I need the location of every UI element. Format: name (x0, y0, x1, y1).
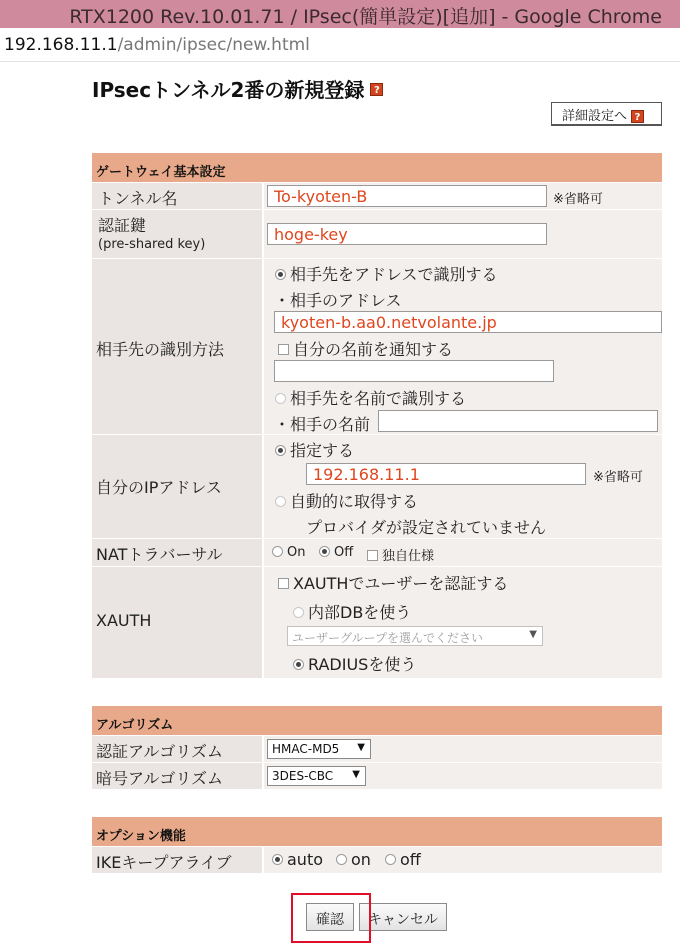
xauth-option[interactable] (278, 571, 508, 594)
label-enc-algo (92, 763, 262, 789)
nat-custom-option[interactable] (367, 545, 434, 564)
ike-on-option[interactable] (336, 850, 371, 869)
confirm-button[interactable]: 確認 (306, 903, 354, 931)
notify-name-label: 自分の名前を通知する (293, 340, 454, 359)
url-path: /admin/ipsec/new.html (117, 35, 310, 55)
nat-off-option[interactable] (319, 545, 353, 560)
section-header-options: オプション機能 (92, 817, 662, 846)
label-xauth (92, 567, 262, 678)
ike-label: IKEキープアライブ (96, 853, 232, 872)
window-titlebar (0, 0, 680, 28)
xauth-radius-option[interactable] (293, 652, 416, 675)
ike-on-label: on (351, 850, 371, 869)
field-xauth (264, 567, 662, 678)
provider-message: プロバイダが設定されていません (306, 518, 547, 537)
own-ip-input[interactable]: 192.168.11.1 (306, 463, 586, 485)
peer-by-name-option[interactable] (275, 386, 466, 409)
peer-by-address-label: 相手先をアドレスで識別する (290, 265, 498, 284)
own-ip-auto-option[interactable] (275, 489, 418, 512)
radio-ike-on[interactable] (336, 854, 347, 865)
section-header-gateway: ゲートウェイ基本設定 (92, 153, 662, 182)
highlight-box (291, 893, 371, 943)
tunnel-name-label: トンネル名 (98, 189, 178, 208)
chevron-down-icon: ▼ (529, 629, 537, 640)
peer-name-label: ・相手の名前 (274, 415, 371, 434)
page-title (92, 74, 383, 103)
peer-name-input[interactable] (378, 410, 658, 432)
xauth-internal-db-option[interactable] (293, 600, 411, 623)
radio-ike-off[interactable] (385, 854, 396, 865)
nat-on-option[interactable] (272, 545, 305, 560)
detail-settings-label: 詳細設定へ (562, 109, 628, 124)
enc-algo-value: 3DES-CBC (272, 769, 334, 783)
own-ip-label: 自分のIPアドレス (96, 478, 222, 497)
help-icon: ? (631, 110, 644, 123)
label-nat (92, 539, 262, 566)
tunnel-name-input[interactable]: To-kyoten-B (267, 185, 547, 207)
nat-custom-label: 独自仕様 (382, 549, 435, 564)
auth-algo-select[interactable] (267, 739, 371, 759)
field-own-ip (264, 435, 662, 538)
radio-nat-on[interactable] (272, 546, 283, 557)
own-ip-note: ※省略可 (593, 470, 643, 485)
section-header-algorithm: アルゴリズム (92, 706, 662, 735)
field-peer-id (264, 259, 662, 434)
ike-auto-label: auto (287, 850, 324, 869)
label-own-ip (92, 435, 262, 538)
user-group-select[interactable] (287, 626, 543, 646)
radio-own-ip-specify[interactable] (275, 445, 286, 456)
url-host: 192.168.11.1 (4, 35, 118, 55)
checkbox-xauth[interactable] (278, 578, 289, 589)
page-title-text: IPsecトンネル2番の新規登録 (92, 78, 365, 102)
psk-input[interactable]: hoge-key (267, 223, 547, 245)
notify-name-input[interactable] (274, 360, 554, 382)
xauth-label: XAUTH (96, 611, 152, 630)
peer-by-address-option[interactable] (275, 262, 498, 285)
label-auth-algo (92, 736, 262, 762)
radius-label: RADIUSを使う (308, 655, 417, 674)
radio-own-ip-auto[interactable] (275, 496, 286, 507)
xauth-checkbox-label: XAUTHでユーザーを認証する (293, 574, 509, 593)
own-ip-auto-label: 自動的に取得する (290, 492, 419, 511)
nat-on-label: On (287, 545, 306, 560)
field-enc-algo (264, 763, 662, 789)
field-ike (264, 847, 662, 873)
label-tunnel-name (92, 183, 262, 209)
label-psk (92, 210, 262, 258)
url-text[interactable] (4, 35, 310, 55)
help-icon[interactable]: ? (370, 83, 383, 96)
peer-by-name-label: 相手先を名前で識別する (290, 389, 467, 408)
radio-by-address[interactable] (275, 269, 286, 280)
checkbox-nat-custom[interactable] (367, 550, 378, 561)
peer-id-label: 相手先の識別方法 (96, 340, 225, 359)
chevron-down-icon: ▼ (352, 769, 360, 780)
radio-internal-db[interactable] (293, 607, 304, 618)
user-group-select-value: ユーザーグループを選んでください (292, 631, 484, 645)
label-peer-id (92, 259, 262, 434)
own-ip-specify-option[interactable] (275, 438, 354, 461)
ike-off-option[interactable] (385, 850, 421, 869)
nat-label: NATトラバーサル (96, 545, 223, 564)
auth-algo-value: HMAC-MD5 (272, 742, 340, 756)
peer-address-label: ・相手のアドレス (274, 291, 402, 310)
radio-ike-auto[interactable] (272, 854, 283, 865)
field-auth-algo (264, 736, 662, 762)
ike-auto-option[interactable] (272, 850, 323, 869)
field-nat (264, 539, 662, 566)
cancel-button[interactable]: キャンセル (359, 903, 447, 931)
tunnel-name-note: ※省略可 (553, 192, 603, 207)
label-ike (92, 847, 262, 873)
psk-sublabel: (pre-shared key) (98, 237, 206, 252)
internal-db-label: 内部DBを使う (308, 603, 412, 622)
own-ip-specify-label: 指定する (290, 441, 355, 460)
address-bar[interactable] (0, 28, 680, 62)
auth-algo-label: 認証アルゴリズム (96, 742, 224, 761)
psk-label: 認証鍵 (98, 216, 147, 235)
radio-radius[interactable] (293, 659, 304, 670)
field-tunnel-name (264, 183, 662, 209)
window-title: RTX1200 Rev.10.01.71 / IPsec(簡単設定)[追加] - Google Chrome (69, 6, 662, 28)
ike-off-label: off (400, 850, 421, 869)
detail-settings-button[interactable] (551, 102, 662, 126)
enc-algo-label: 暗号アルゴリズム (96, 769, 224, 788)
radio-by-name[interactable] (275, 393, 286, 404)
chevron-down-icon: ▼ (357, 742, 365, 753)
notify-name-option[interactable] (278, 337, 453, 360)
field-psk (264, 210, 662, 258)
radio-nat-off[interactable] (319, 546, 330, 557)
nat-off-label: Off (334, 545, 354, 560)
peer-address-input[interactable]: kyoten-b.aa0.netvolante.jp (274, 311, 662, 333)
checkbox-notify-name[interactable] (278, 344, 289, 355)
enc-algo-select[interactable] (267, 766, 366, 786)
